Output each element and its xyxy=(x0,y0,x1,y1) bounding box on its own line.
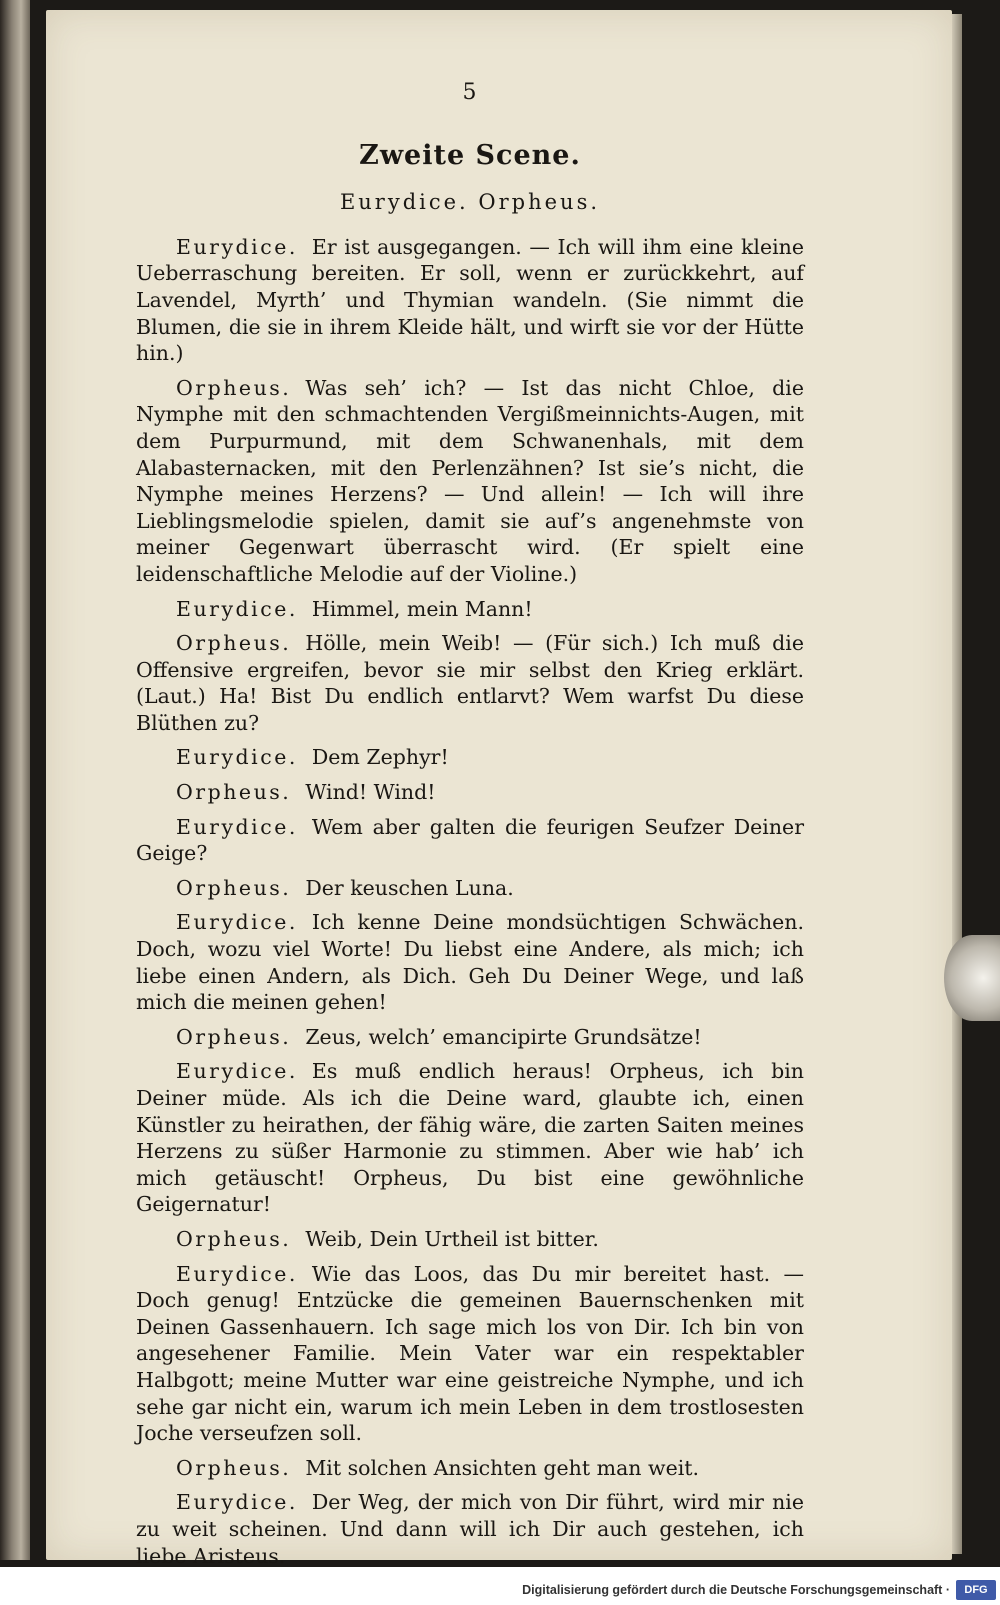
speech xyxy=(136,630,804,736)
speech xyxy=(136,375,804,588)
speaker: Eurydice. xyxy=(176,1490,298,1515)
digitization-credit: Digitalisierung gefördert durch die Deutsche Forschungsgemeinschaft · xyxy=(522,1583,950,1597)
character-list: Eurydice. Orpheus. xyxy=(339,190,601,215)
speech xyxy=(136,779,804,806)
speech-text: Der keuschen Luna. xyxy=(305,875,514,900)
speaker: Orpheus. xyxy=(176,1455,292,1480)
speech xyxy=(136,1058,804,1218)
speaker: Orpheus. xyxy=(176,631,292,656)
speech xyxy=(136,909,804,1015)
speech xyxy=(136,1024,804,1051)
speech xyxy=(136,875,804,902)
speech xyxy=(136,1261,804,1447)
speech-text: Mit solchen Ansichten geht man weit. xyxy=(305,1455,700,1480)
page-edge xyxy=(952,14,962,1554)
speaker: Orpheus. xyxy=(176,1024,292,1049)
speech-text: Zeus, welch’ emancipirte Grundsätze! xyxy=(305,1024,702,1049)
speech xyxy=(136,596,804,623)
speech-text: Himmel, mein Mann! xyxy=(311,596,533,621)
speaker: Eurydice. xyxy=(176,1059,298,1084)
speech-text: Wie das Loos, das Du mir bereitet hast. — Doch genug! Entzücke die gemeinen Bauernschenken mit Deinen Gassenhauern. Ich sage mich los von Dir. Ich bin von angesehener Familie. Mein Vater war ein respektabler Halbgott; meine Mutter war eine geistreiche Nymphe, und ich sehe gar nicht ein, warum ich mein Leben in dem trostlosesten Joche verseufzen soll. xyxy=(136,1261,804,1446)
speaker: Orpheus. xyxy=(176,375,292,400)
page-text xyxy=(136,80,804,1577)
speech xyxy=(136,1489,804,1569)
speaker: Eurydice. xyxy=(176,745,298,770)
speech-text: Was seh’ ich? — Ist das nicht Chloe, die Nymphe mit den schmachtenden Vergißmeinnichts-Augen, mit dem Purpurmund, mit dem Schwanenhals, mit dem Alabasternacken, mit den Perlenzähnen? Ist sie’s nicht, die Nymphe meines Herzens? — Und allein! — Ich will ihre Lieblingsmelodie spielen, damit sie auf’s angenehmste von meiner Gegenwart überrascht wird. (Er spielt eine leidenschaftliche Melodie auf der Violine.) xyxy=(136,375,804,586)
speech xyxy=(136,814,804,867)
speech-text: Er ist ausgegangen. — Ich will ihm eine kleine Ueberraschung bereiten. Er soll, wenn er zurückkehrt, auf Lavendel, Myrth’ und Thymian wandeln. (Sie nimmt die Blumen, die sie in ihrem Kleide hält, und wirft sie vor der Hütte hin.) xyxy=(136,234,804,366)
speaker: Orpheus. xyxy=(176,780,292,805)
speaker: Eurydice. xyxy=(176,814,298,839)
speech-text: Hölle, mein Weib! — (Für sich.) Ich muß die Offensive ergreifen, bevor sie mir selbst den Krieg erklärt. (Laut.) Ha! Bist Du endlich entlarvt? Wem warfst Du diese Blüthen zu? xyxy=(136,631,804,735)
speech-text: Der Weg, der mich von Dir führt, wird mir nie zu weit scheinen. Und dann will ich Dir auch gestehen, ich liebe Aristeus. xyxy=(136,1490,804,1568)
speaker: Eurydice. xyxy=(176,596,298,621)
speaker: Orpheus. xyxy=(176,875,292,900)
speaker: Eurydice. xyxy=(176,1261,298,1286)
speech-text: Ich kenne Deine mondsüchtigen Schwächen. Doch, wozu viel Worte! Du liebst eine Andere, als mich; ich liebe einen Andern, als Dich. Geh Du Deiner Wege, und laß mich die meinen gehen! xyxy=(136,910,804,1015)
speech-text: Wind! Wind! xyxy=(305,780,436,805)
speech-text: Dem Zephyr! xyxy=(311,745,449,770)
speech xyxy=(136,744,804,771)
speech xyxy=(136,234,804,367)
page-number: 5 xyxy=(462,80,478,105)
speech-text: Es muß endlich heraus! Orpheus, ich bin Deiner müde. Als ich die Deine ward, glaubte ich, einen Künstler zu heirathen, der fähig wäre, die zarten Saiten meines Herzens zu süßer Harmonie zu stimmen. Aber wie hab’ ich mich getäuscht! Orpheus, Du bist eine gewöhnliche Geigernatur! xyxy=(136,1059,804,1217)
bookmark-tab xyxy=(944,935,1000,1021)
speech-text: Weib, Dein Urtheil ist bitter. xyxy=(305,1226,599,1251)
footer-bar xyxy=(0,1567,1000,1605)
speech-text: Wem aber galten die feurigen Seufzer Deiner Geige? xyxy=(136,814,804,866)
dfg-logo: DFG xyxy=(956,1580,996,1600)
previous-page-edge xyxy=(0,0,30,1560)
speaker: Eurydice. xyxy=(176,234,298,259)
speech xyxy=(136,1455,804,1482)
speaker: Eurydice. xyxy=(176,910,298,935)
scene-title: Zweite Scene. xyxy=(359,139,581,171)
speech xyxy=(136,1226,804,1253)
speaker: Orpheus. xyxy=(176,1226,292,1251)
